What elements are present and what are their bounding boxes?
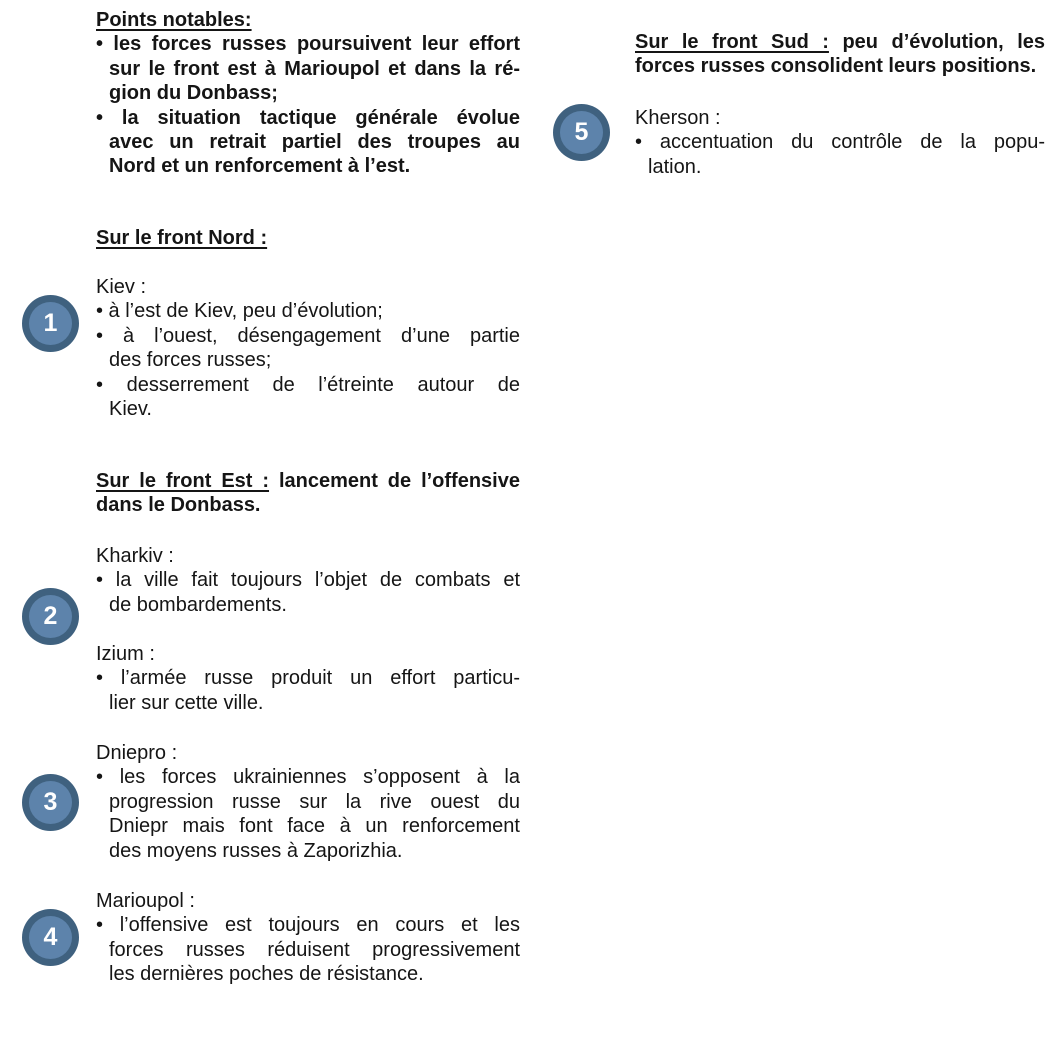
heading-front-sud-line2: forces russes consolident leurs positions. <box>635 55 1037 78</box>
bullet-item-effort-front-est: • les forces russes poursuivent leur effort sur le front est à Marioupol et dans la ré- gion du Donbass; <box>96 33 520 105</box>
heading-points-notables: Points notables: <box>96 9 252 31</box>
bullet-item-situation-tactique: • la situation tactique générale évolue avec un retrait partiel des troupes au Nord et un renforcement à l’est. <box>96 106 520 178</box>
heading-front-sud-rest: peu d’évolution, les <box>828 31 1045 53</box>
section-marioupol <box>96 889 520 987</box>
heading-front-est-rest: lancement de l’offensive <box>269 470 520 492</box>
bullet-item-kiev-est: • à l’est de Kiev, peu d’évolution; <box>96 300 383 323</box>
section-front-est <box>96 469 520 518</box>
label-kharkiv: Kharkiv : <box>96 545 174 567</box>
badge-4-number: 4 <box>43 923 58 951</box>
heading-front-est-underlined: Sur le front Est : <box>96 470 270 492</box>
label-kiev: Kiev : <box>96 276 147 298</box>
bullet-item-dniepro-forces: • les forces ukrainiennes s’opposent à la progression russe sur la rive ouest du Dniepr mais font face à un renforcement des moyens russes à Zaporizhia. <box>96 766 520 862</box>
section-points-notables <box>96 8 520 179</box>
bullet-item-marioupol-offensive: • l’offensive est toujours en cours et les forces russes réduisent progressivement les dernières poches de résistance. <box>96 914 520 986</box>
badge-1-number: 1 <box>43 309 58 337</box>
section-kherson <box>635 106 1045 179</box>
heading-front-est-line1 <box>96 469 520 493</box>
section-izium <box>96 642 520 715</box>
label-dniepro: Dniepro : <box>96 742 178 764</box>
badge-5-number: 5 <box>574 118 589 146</box>
badge-3-number: 3 <box>43 788 58 816</box>
heading-front-sud-line1 <box>635 30 1045 54</box>
badge-5-circle <box>560 111 603 154</box>
bullet-item-kharkiv-combats: • la ville fait toujours l’objet de combats et de bombardements. <box>96 569 520 616</box>
section-kharkiv <box>96 544 520 617</box>
section-front-sud <box>635 30 1045 79</box>
bullet-item-izium-effort: • l’armée russe produit un effort particu- lier sur cette ville. <box>96 667 520 714</box>
badge-1 <box>22 295 79 352</box>
bullet-item-kiev-ouest: • à l’ouest, désengagement d’une partie des forces russes; <box>96 324 520 372</box>
badge-5 <box>553 104 610 161</box>
badge-1-circle <box>29 302 72 345</box>
bullet-item-kiev-etreinte: • desserrement de l’étreinte autour de Kiev. <box>96 373 520 421</box>
section-dniepro <box>96 741 520 863</box>
section-front-nord <box>96 226 520 250</box>
badge-4 <box>22 909 79 966</box>
badge-3-circle <box>29 781 72 824</box>
badge-2-number: 2 <box>43 602 58 630</box>
badge-4-circle <box>29 916 72 959</box>
heading-front-nord: Sur le front Nord : <box>96 227 268 249</box>
badge-2-circle <box>29 595 72 638</box>
label-izium: Izium : <box>96 643 155 665</box>
badge-3 <box>22 774 79 831</box>
bullet-item-kherson-controle: • accentuation du contrôle de la popu- lation. <box>635 131 1045 178</box>
section-kiev <box>96 275 520 421</box>
badge-2 <box>22 588 79 645</box>
label-marioupol: Marioupol : <box>96 890 195 912</box>
heading-front-sud-underlined: Sur le front Sud : <box>635 31 829 53</box>
heading-front-est-line2: dans le Donbass. <box>96 494 261 517</box>
label-kherson: Kherson : <box>635 107 721 129</box>
